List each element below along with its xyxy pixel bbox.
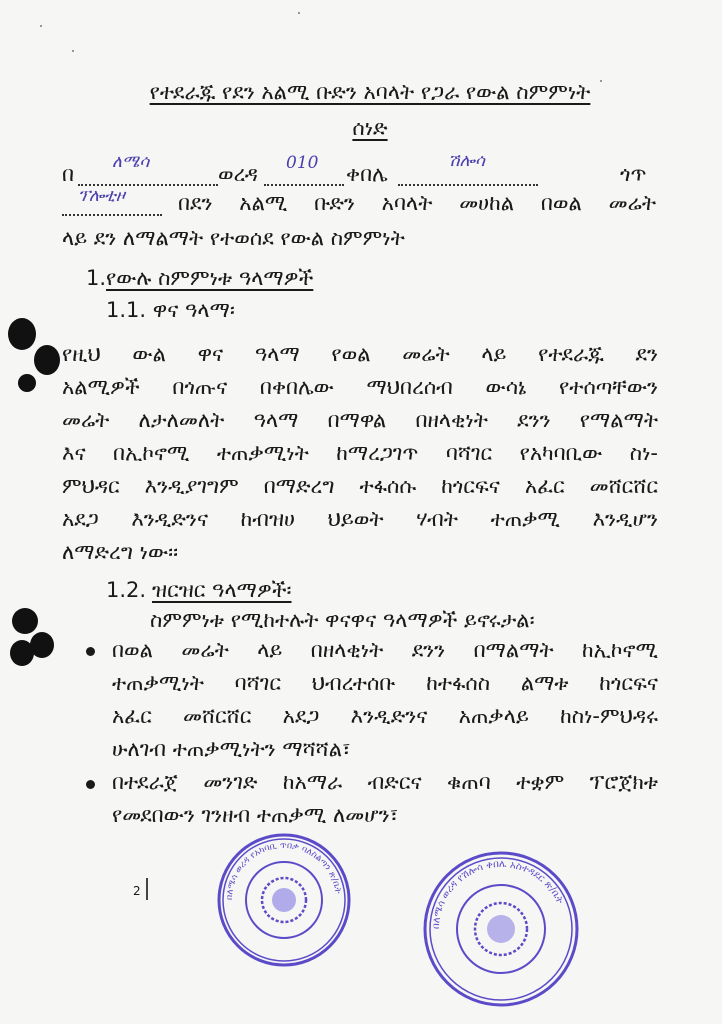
paragraph-line: አደጋ እንዲድንና ከብዝሀ ህይወት ሃብት ተጠቃሚ እንዲሆን	[62, 507, 658, 531]
label-kebele: ቀበሌ	[346, 162, 388, 186]
page-number-rule	[146, 878, 148, 900]
official-stamp-left	[214, 830, 354, 970]
objectives-intro: ስምምነቱ የሚከተሉት ዋናዋና ዓላማዎች ይኖሩታል፡	[150, 608, 535, 632]
bullet-line: በወል መሬት ላይ በዘላቂነት ደንን በማልማት ከኢኮኖሚ	[112, 638, 658, 662]
scan-speck	[72, 50, 74, 52]
paragraph-line: እና በኢኮኖሚ ተጠቃሚነት ከማረጋገጥ ባሻገር የአካባቢው ስነ-	[62, 441, 658, 465]
official-stamp-right	[420, 848, 582, 1010]
punch-hole	[8, 318, 36, 350]
bullet-line: በተደራጀ መንገድ ከአማራ ብድርና ቁጠባ ተቋም ፕሮጀክቱ	[112, 770, 658, 794]
handwritten-number: 010	[286, 153, 319, 173]
form-line-2: በደን አልሚ ቡድን አባላት መሀከል በወል መሬት	[178, 191, 656, 215]
document-title-line2: ሰነድ	[352, 116, 388, 140]
paragraph-line: ምህዳር እንዲያገግም በማድረግ ተፋሰሱ ከጎርፍና አፈር መሸርሸር	[62, 474, 658, 498]
paragraph-last-line: ለማድረግ ነው፡፡	[62, 540, 179, 564]
paragraph-line: መሬት ለታለመለት ዓላማ በማዋል በዘላቂነት ደንን የማልማት	[62, 408, 658, 432]
punch-hole	[34, 345, 60, 375]
label-woreda: ወረዳ	[218, 162, 258, 186]
punch-hole	[10, 640, 34, 666]
scan-speck	[40, 25, 42, 27]
bullet-marker	[86, 647, 95, 656]
punch-hole	[18, 374, 36, 392]
scan-speck	[298, 12, 300, 14]
subsection-1-2-heading: ዝርዝር ዓላማዎች፡	[152, 578, 292, 602]
bullet-line: አፈር መሸርሸር አደጋ እንዲድንና አጠቃላይ ከስነ-ምህዳሩ	[112, 704, 658, 728]
bullet-last-line: ሁለገብ ተጠቃሚነትን ማሻሻል፣	[112, 737, 351, 761]
subsection-1-1-heading: 1.1. ዋና ዓላማ፡	[106, 298, 235, 322]
handwritten-woreda: ለሜሳ	[112, 152, 150, 172]
subsection-1-2-number: 1.2.	[106, 578, 147, 602]
paragraph-line: የዚህ ውል ዋና ዓላማ የወል መሬት ላይ የተደራጁ ደን	[62, 342, 658, 366]
form-line-3: ላይ ደን ለማልማት የተወሰደ የውል ስምምነት	[62, 226, 405, 250]
section1-heading: የውሉ ስምምነቱ ዓላማዎች	[106, 266, 314, 290]
label-got: ጎጥ	[620, 162, 647, 186]
bullet-line: ተጠቃሚነት ባሻገር ህብረተሰቡ ከተፋሰስ ልማቱ ከጎርፍና	[112, 671, 658, 695]
bullet-last-line: የመደበውን ገንዘብ ተጠቃሚ ለመሆን፣	[112, 803, 399, 827]
stamp-right-text: በለሜሳ ወረዳ የሽሎሳ ቀበሌ አስተዳደር ጽ/ቤት	[430, 858, 566, 930]
handwritten-got: ፕሎቲዞ	[78, 186, 125, 206]
handwritten-kebele: ሽሎሳ	[448, 151, 485, 171]
stamp-left-text: በለሜሳ ወረዳ የአካባቢ ጥበቃ ባለስልጣን ጽ/ቤት	[224, 840, 343, 901]
punch-hole	[12, 608, 38, 634]
document-title: የተደራጁ የደን አልሚ ቡድን አባላት የጋራ የውል ስምምነት	[149, 80, 591, 104]
bullet-marker	[86, 780, 95, 789]
form-prefix: በ	[62, 162, 75, 186]
page-number: 2	[133, 884, 141, 898]
paragraph-line: አልሚዎች በጎጡና በቀበሌው ማህበረሰብ ውሳኔ የተሰጣቸውን	[62, 375, 658, 399]
section1-number: 1.	[86, 266, 107, 290]
